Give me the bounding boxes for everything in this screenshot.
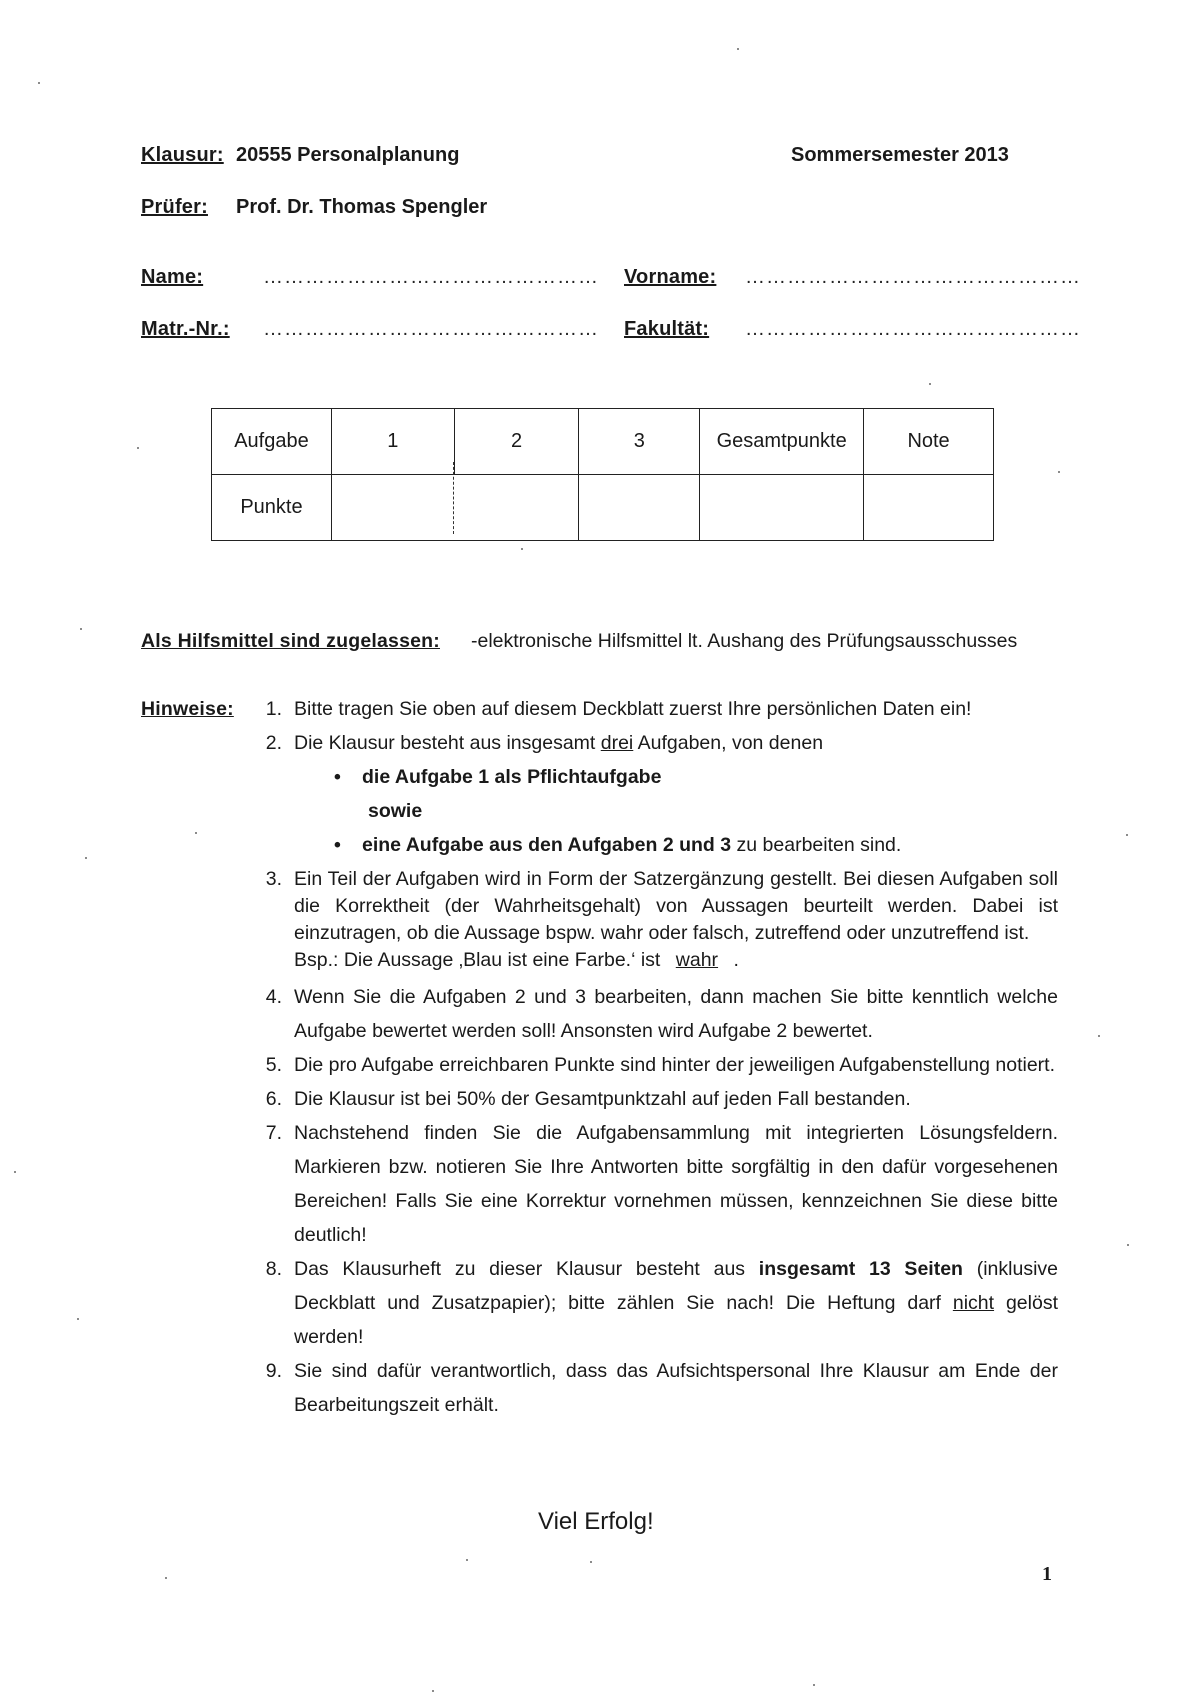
hinweis-8 [258,1252,1058,1354]
hinweise-list [258,692,1058,1422]
hinweis-number: 5. [265,1054,282,1076]
hinweis-text: Das Klausurheft zu dieser Klausur besteht aus [294,1258,759,1280]
bullet-dot: • [334,766,341,788]
score-header-aufgabe: Aufgabe [212,409,332,475]
scan-speck [432,1690,434,1692]
hinweis-7 [258,1116,1058,1252]
hinweis-2 [258,726,1058,760]
score-table-punkte-row [212,475,994,541]
scan-speck [1098,1035,1100,1037]
table-divider [453,462,454,534]
pruefer-label: Prüfer: [141,196,208,218]
hinweis-4 [258,980,1058,1048]
page-number: 1 [1042,1563,1052,1585]
bullet-dot: • [334,834,341,856]
scan-speck [1126,834,1128,836]
hinweis-drei: drei [600,732,634,754]
matr-label: Matr.-Nr.: [141,318,230,340]
hinweis-9 [258,1354,1058,1422]
scan-speck [165,1577,167,1579]
score-table [211,408,994,541]
fakultaet-label: Fakultät: [624,318,710,340]
hinweis-1 [258,692,1058,726]
scan-speck [1127,1244,1129,1246]
score-header-note: Note [864,409,994,475]
hinweise-label: Hinweise: [141,698,234,720]
score-cell-1-2[interactable] [331,475,579,541]
score-cell-3[interactable] [579,475,700,541]
scan-speck [929,383,931,385]
scan-speck [1058,471,1060,473]
score-header-gesamtpunkte: Gesamtpunkte [700,409,864,475]
hinweis-text: Wenn Sie die Aufgaben 2 und 3 bearbeiten, dann machen Sie bitte kenntlich welche Aufgabe bewertet werden soll! Ansonsten wird Aufgabe 2 bewertet. [294,986,1058,1042]
scan-speck [85,857,87,859]
matr-field[interactable]: ………………………………………… [263,318,599,340]
bullet-sowie: sowie [368,800,423,822]
scan-speck [14,1171,16,1173]
hinweis-nicht: nicht [952,1292,995,1314]
hinweis-number: 6. [265,1088,282,1110]
hinweis-number: 4. [265,986,282,1008]
score-header-1: 1 [331,409,454,475]
hinweis-example-answer: wahr [675,949,719,971]
scan-speck [77,1318,79,1320]
bullet-pflicht [258,760,1058,794]
hinweis-text: Die pro Aufgabe erreichbaren Punkte sind hinter der jeweiligen Aufgabenstellung notiert. [294,1054,1055,1076]
hinweis-text: gelöst werden! [294,1292,1059,1348]
score-table-header-row [212,409,994,475]
hinweis-number: 8. [265,1258,282,1280]
hinweis-6 [258,1082,1058,1116]
score-header-2: 2 [454,409,579,475]
hinweis-text: Die Klausur besteht aus insgesamt [294,732,601,754]
vorname-label: Vorname: [624,266,717,288]
scan-speck [521,548,523,550]
score-header-3: 3 [579,409,700,475]
bullet-text-rest: zu bearbeiten sind. [731,834,902,856]
bullet-text: eine Aufgabe aus den Aufgaben 2 und 3 [362,834,732,856]
hinweis-seiten: insgesamt 13 Seiten [758,1258,963,1280]
hinweis-text: Sie sind dafür verantwortlich, dass das Aufsichtspersonal Ihre Klausur am Ende der Bearbeitungszeit erhält. [294,1360,1058,1416]
hilfsmittel-label: Als Hilfsmittel sind zugelassen: [141,630,440,652]
hinweis-number: 3. [265,868,282,890]
score-punkte-label: Punkte [212,475,332,541]
scan-speck [80,628,82,630]
hinweis-5 [258,1048,1058,1082]
hinweis-number: 7. [265,1122,282,1144]
name-field[interactable]: ………………………………………… [263,266,599,288]
score-cell-gesamt[interactable] [700,475,864,541]
klausur-value: 20555 Personalplanung [236,144,460,166]
semester: Sommersemester 2013 [791,144,1009,166]
bullet-text: die Aufgabe 1 als Pflichtaufgabe [362,766,662,788]
hinweis-number: 9. [265,1360,282,1382]
scan-speck [590,1561,592,1563]
scan-speck [38,82,40,84]
hinweis-text: Ein Teil der Aufgaben wird in Form der Satzergänzung gestellt. Bei diesen Aufgaben soll die Korrektheit (der Wahrheitsgehalt) von Aussagen beurteilt werden. Dabei ist einzutragen, ob die Aussage bspw. wahr oder falsch, zutreffend oder unzutreffend ist. [294,868,1058,944]
hinweis-text: Die Klausur ist bei 50% der Gesamtpunktzahl auf jeden Fall bestanden. [294,1088,911,1110]
hinweis-number: 1. [265,698,282,720]
closing-text: Viel Erfolg! [538,1508,654,1535]
bullet-wahl [258,828,1058,862]
hilfsmittel-text: -elektronische Hilfsmittel lt. Aushang des Prüfungsausschusses [471,630,1018,652]
scan-speck [737,48,739,50]
name-label: Name: [141,266,204,288]
hinweis-number: 2. [265,732,282,754]
klausur-label: Klausur: [141,144,224,166]
score-cell-note[interactable] [864,475,994,541]
pruefer-value: Prof. Dr. Thomas Spengler [236,196,488,218]
hinweis-text: (inklusive Deckblatt und Zusatzpapier); bitte zählen Sie nach! Die Heftung darf [294,1258,1058,1314]
hinweis-3 [258,862,1058,974]
hinweis-text: Bitte tragen Sie oben auf diesem Deckblatt zuerst Ihre persönlichen Daten ein! [294,698,972,720]
scan-speck [466,1559,468,1561]
scan-speck [195,832,197,834]
fakultaet-field[interactable]: ………………………………………… [745,318,1081,340]
vorname-field[interactable]: ………………………………………… [745,266,1081,288]
scan-speck [813,1684,815,1686]
scan-speck [137,447,139,449]
hinweis-example-end: . [728,949,739,971]
hinweis-text: Nachstehend finden Sie die Aufgabensammlung mit integrierten Lösungsfeldern. Markieren bzw. notieren Sie Ihre Antworten bitte sorgfältig in den dafür vorgesehenen Bereichen! Falls Sie eine Korrektur vornehmen müssen, kennzeichnen Sie diese bitte deutlich! [294,1122,1058,1246]
hinweis-text: Aufgaben, von denen [633,732,824,754]
hinweis-example: Bsp.: Die Aussage ‚Blau ist eine Farbe.‘ ist [294,949,666,971]
